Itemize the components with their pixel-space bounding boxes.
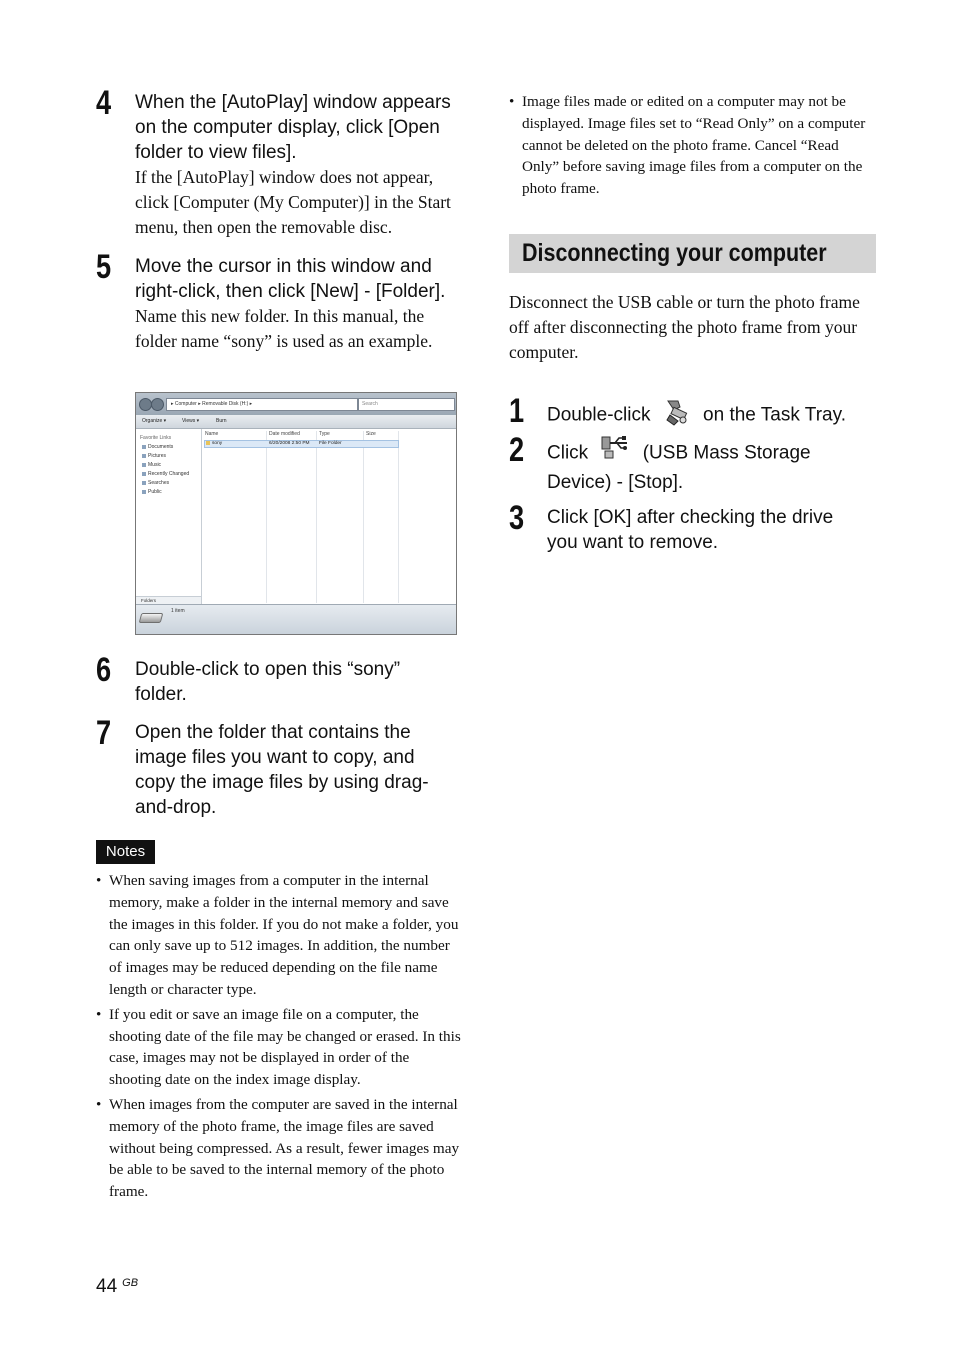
search-box: Search: [358, 398, 455, 411]
nav-item: Documents: [142, 444, 173, 450]
region-code: GB: [122, 1277, 139, 1289]
step-text: Click: [547, 442, 589, 464]
step-4: [96, 84, 466, 240]
nav-item: Music: [142, 462, 161, 468]
step-heading: When the [AutoPlay] window appears on the computer display, click [Open folder to view files].: [135, 92, 451, 163]
page-number: [96, 1276, 138, 1298]
details-pane: [136, 604, 456, 635]
burn-menu: Burn: [216, 418, 227, 424]
window-toolbar: [136, 415, 456, 429]
folder-icon: [206, 441, 210, 445]
folders-toggle: Folders: [136, 596, 201, 604]
row-type: File Folder: [319, 441, 342, 446]
step-number: 1: [509, 392, 525, 430]
column-header: Name: [205, 431, 219, 437]
notes-label: Notes: [96, 840, 155, 864]
nav-item: Pictures: [142, 453, 166, 459]
step-text: (USB Mass Storage Device) - [Stop].: [547, 442, 811, 493]
note-item: • When saving images from a computer in the internal memory, make a folder in the internal memory and save the images in this folder. If you do not make a folder, you can only save up to 512 images. In addition, the number of images may be reduced depending on the file name length or character type.: [96, 870, 464, 1001]
step-6: [96, 651, 466, 707]
forward-icon: [151, 398, 164, 411]
note-item: • If you edit or save an image file on a computer, the shooting date of the file may be changed or erased. In this case, images may not be displayed in order of the shooting date on the index image display.: [96, 1004, 464, 1091]
navigation-pane: [136, 429, 202, 604]
window-titlebar: [136, 393, 456, 415]
column-header: Date modified: [269, 431, 300, 437]
disconnect-step-3: [509, 499, 879, 555]
nav-item: Recently Changed: [142, 471, 189, 477]
step-heading: Double-click to open this “sony” folder.: [135, 659, 401, 705]
step-number: 6: [96, 651, 112, 689]
folder-icon: [142, 445, 146, 449]
note-item: • When images from the computer are saved in the internal memory of the photo frame, the image files are saved without being compressed. As a result, fewer images may be able to be saved to the internal memory of the photo frame.: [96, 1094, 464, 1203]
views-menu: Views ▾: [182, 418, 200, 424]
usb-icon: [601, 434, 629, 467]
folder-icon: [142, 481, 146, 485]
row-date: 6/20/2008 2:50 PM: [269, 441, 310, 446]
section-title: Disconnecting your computer: [522, 239, 827, 267]
folder-icon: [142, 454, 146, 458]
step-number: 7: [96, 714, 112, 752]
address-bar: ▸ Computer ▸ Removable Disk (H:) ▸: [166, 398, 358, 411]
folder-icon: [142, 472, 146, 476]
notes-list: [96, 870, 464, 1206]
step-body: If the [AutoPlay] window does not appear, click [Computer (My Computer)] in the Start menu, then open the removable disc.: [135, 167, 451, 237]
removable-drive-icon: [139, 613, 164, 623]
step-5: [96, 248, 468, 354]
step-heading: Move the cursor in this window and right-click, then click [New] - [Folder].: [135, 256, 446, 302]
step-heading: Open the folder that contains the image files you want to copy, and copy the image files by using drag-and-drop.: [135, 722, 429, 818]
step-text: on the Task Tray.: [703, 404, 846, 426]
nav-item: Searches: [142, 480, 169, 486]
step-body: Name this new folder. In this manual, the folder name “sony” is used as an example.: [135, 306, 433, 351]
explorer-screenshot: [135, 392, 457, 635]
disconnect-step-1: [509, 392, 879, 433]
note-item: • Image files made or edited on a computer may not be displayed. Image files set to “Read Only” on a computer cannot be deleted on the photo frame. Cancel “Read Only” before saving image files from a computer on the photo frame.: [509, 91, 877, 200]
step-number: 4: [96, 84, 112, 122]
section-header: [509, 234, 876, 273]
disconnect-step-2: [509, 431, 879, 495]
step-number: 2: [509, 431, 525, 469]
organize-menu: Organize ▾: [142, 418, 167, 424]
step-text: Double-click: [547, 404, 651, 426]
nav-header: Favorite Links: [140, 435, 172, 441]
right-note-list: [509, 91, 877, 203]
nav-item: Public: [142, 489, 162, 495]
row-name: sony: [206, 440, 222, 448]
step-number: 3: [509, 499, 525, 537]
file-list: [202, 429, 456, 604]
step-heading: Click [OK] after checking the drive you want to remove.: [547, 507, 834, 553]
step-number: 5: [96, 248, 112, 286]
section-intro: Disconnect the USB cable or turn the photo frame off after disconnecting the photo frame from your computer.: [509, 292, 860, 362]
item-count: 1 item: [171, 608, 185, 614]
column-header: Size: [366, 431, 376, 437]
safely-remove-hardware-icon: [664, 398, 690, 433]
folder-icon: [142, 490, 146, 494]
folder-icon: [142, 463, 146, 467]
step-7: [96, 714, 466, 820]
page-number-value: 44: [96, 1276, 118, 1297]
column-header: Type: [319, 431, 330, 437]
